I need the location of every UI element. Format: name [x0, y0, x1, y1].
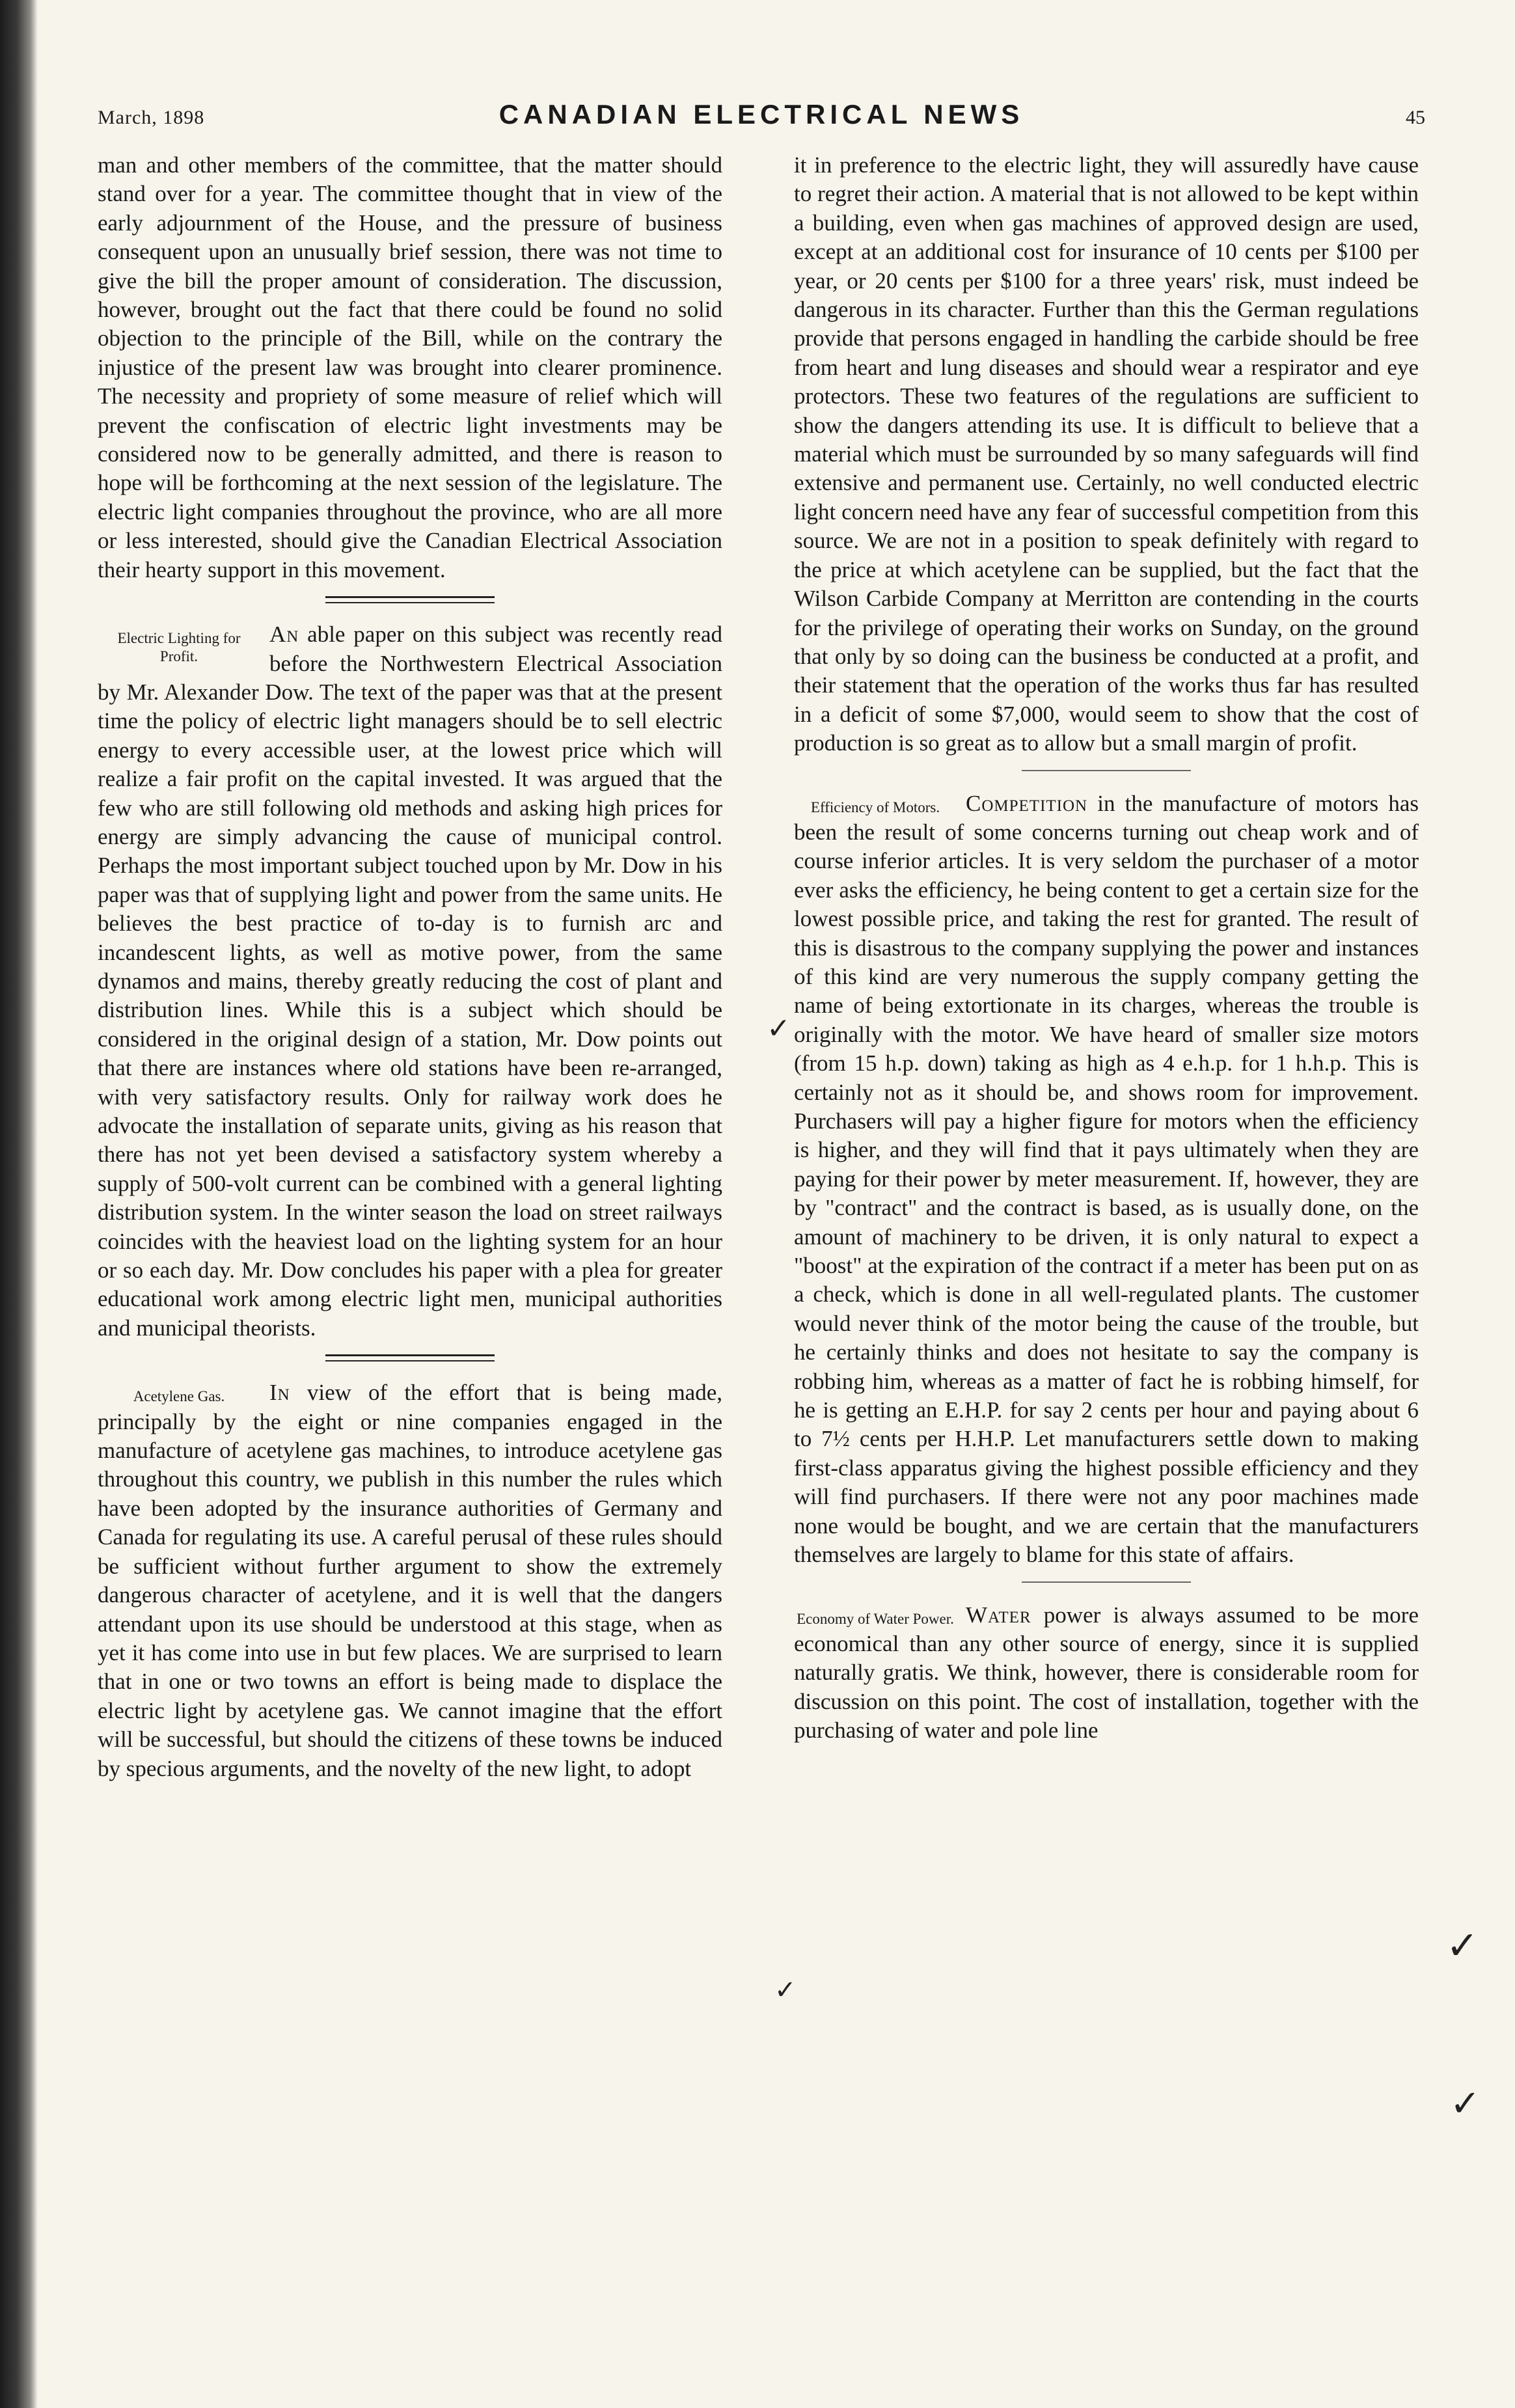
article-efficiency-of-motors [794, 789, 1419, 1570]
article-acetylene-gas [98, 1378, 722, 1783]
section-divider [325, 1354, 495, 1361]
lead-word: In [269, 1380, 290, 1406]
section-divider [1022, 1581, 1191, 1584]
right-column [794, 151, 1419, 1745]
article-body: in the manufacture of motors has been the result of some concerns turning out cheap work and of course inferior articles. It is very seldom the purchaser of a motor ever asks the efficiency, he being content to get a certain size for the lowest possible price, and taking the rest for granted. The result of this is disastrous to the company supplying the power and instances of this kind are very numerous the supply company getting the name of being extortionate in its charges, whereas the trouble is originally with the motor. We have heard of smaller size motors (from 15 h.p. down) taking as high as 4 e.h.p. for 1 h.h.p. This is certainly not as it should be, and shows room for improvement. Purchasers will pay a higher figure for motors when the efficiency is higher, and they will find that it pays ultimately when they are paying for their power by meter measurement. If, however, they are by "contract" and the contract is based, as is usually done, on the amount of machinery to be driven, it is only natural to expect a "boost" at the expiration of the contract if a meter has been put on as a check, which is done in all well-regulated plants. The customer would never think of the motor being the cause of the trouble, but he certainly thinks and does not hesitate to say the company is robbing him, whereas as a matter of fact he is robbing himself, for he is getting an E.H.P. for say 2 cents per hour and paying about 6 to 7½ cents per H.H.P. Let manufacturers settle down to making first-class apparatus giving the highest possible efficiency and they will find purchasers. If there were not any poor machines made none would be bought, and we are certain that the manufacturers themselves are largely to blame for this state of affairs. [794, 790, 1419, 1568]
left-paragraph-continued: man and other members of the committee, that the matter should stand over for a year. The committee thought that in view of the early adjournment of the House, and the pressure of business consequent upon an unusually brief session, there was not time to give the bill the proper amount of consideration. The discussion, however, brought out the fact that there could be found no solid objection to the principle of the Bill, while on the contrary the injustice of the present law was brought into clearer prominence. The necessity and propriety of some measure of relief which will prevent the confiscation of electric light investments may be considered now to be generally admitted, and there is reason to hope will be forthcoming at the next session of the legislature. The electric light companies throughout the province, who are all more or less interested, should give the Canadian Electrical Association their hearty support in this movement. [98, 152, 722, 582]
lead-word: Competition [966, 790, 1088, 816]
check-mark-icon: ✓ [774, 1975, 797, 2005]
scan-edge-shadow [0, 0, 38, 2408]
article-body: able paper on this subject was recently read before the Northwestern Electrical Association by Mr. Alexander Dow. The text of the paper was that at the present time the policy of electric light managers should be to sell electric energy to every accessible user, at the lowest price which will realize a fair profit on the capital invested. It was argued that the few who are still following old methods and asking high prices for energy are simply advancing the cause of municipal control. Perhaps the most important subject touched upon by Mr. Dow in his paper was that of supplying light and power from the same units. He believes the best practice of to-day is to furnish arc and incandescent lights, as well as motive power, from the same dynamos and mains, thereby greatly reducing the cost of plant and distribution lines. While this is a subject which should be considered in the original design of a station, Mr. Dow points out that there are instances where old stations have been re-arranged, with very satisfactory results. Only for railway work does he advocate the installation of separate units, giving as his reason that there has not yet been devised a satisfactory system whereby a supply of 500-volt current can be combined with a general lighting distribution system. In the winter season the load on street railways coincides with the heaviest load on the lighting system for an hour or so each day. Mr. Dow concludes his paper with a plea for greater educational work among electric light men, municipal authorities and municipal theorists. [98, 622, 722, 1341]
sidenote-acetylene-gas: Acetylene Gas. [133, 1388, 225, 1405]
right-paragraph-continued: it in preference to the electric light, they will assuredly have cause to regret their action. A material that is not allowed to be kept within a building, even when gas machines of approved design are used, except at an additional cost for insurance of 10 cents per $100 per year, or 20 cents per $100 for a three years' risk, must indeed be dangerous in its character. Further than this the German regulations provide that persons engaged in handling the carbide should be free from heart and lung diseases and should wear a respirator and eye protectors. These two features of the regulations are sufficient to show the dangers attending its use. It is difficult to believe that a material which must be surrounded by so many safeguards will find extensive and permanent use. Certainly, no well conducted electric light concern need have any fear of successful competition from this source. We are not in a position to speak definitely with regard to the price at which acetylene can be supplied, but the fact that the Wilson Carbide Company at Merritton are contending in the courts for the privilege of operating their works on Sunday, on the ground that only by so doing can the business be conducted at a profit, and their statement that the operation of the works thus far has resulted in a deficit of some $7,000, would seem to show that the cost of production is so great as to allow but a small margin of profit. [794, 152, 1419, 756]
article-economy-of-water-power [794, 1601, 1419, 1745]
sidenote-efficiency-of-motors: Efficiency of Motors. [810, 799, 940, 815]
lead-word: Water [966, 1602, 1031, 1628]
section-divider [325, 596, 495, 603]
check-mark-icon: ✓ [1450, 2083, 1481, 2125]
page-number: 45 [1406, 107, 1425, 128]
left-column [98, 151, 722, 1783]
article-body: view of the effort that is being made, principally by the eight or nine companies engaged in the manufacture of acetylene gas machines, to introduce acetylene gas throughout this country, we publish in this number the rules which have been adopted by the insurance authorities of Germany and Canada for regulating its use. A careful perusal of these rules should be sufficient without further argument to show the extremely dangerous character of acetylene, and it is well that the dangers attendant upon its use should be understood at this stage, when as yet it has come into use in but few places. We are surprised to learn that in one or two towns an effort is being made to displace the electric light by acetylene gas. We cannot imagine that the effort will be successful, but should the citizens of these towns be induced by specious arguments, and the novelty of the new light, to adopt [98, 1380, 722, 1781]
article-electric-lighting [98, 620, 722, 1343]
article-body: power is always assumed to be more economical than any other source of energy, since it is supplied naturally gratis. We think, however, there is considerable room for discussion on this point. The cost of installation, together with the purchasing of water and pole line [794, 1602, 1419, 1744]
check-mark-icon: ✓ [1446, 1923, 1479, 1969]
page-header [98, 98, 1425, 137]
sidenote-economy-of-water-power: Economy of Water Power. [797, 1610, 954, 1627]
lead-word: An [269, 622, 299, 648]
check-mark-icon: ✓ [767, 1012, 791, 1045]
sidenote-electric-lighting: Electric Lighting for Profit. [117, 630, 241, 665]
issue-date: March, 1898 [98, 107, 205, 128]
section-divider [1022, 770, 1191, 773]
journal-title: CANADIAN ELECTRICAL NEWS [498, 99, 1024, 130]
